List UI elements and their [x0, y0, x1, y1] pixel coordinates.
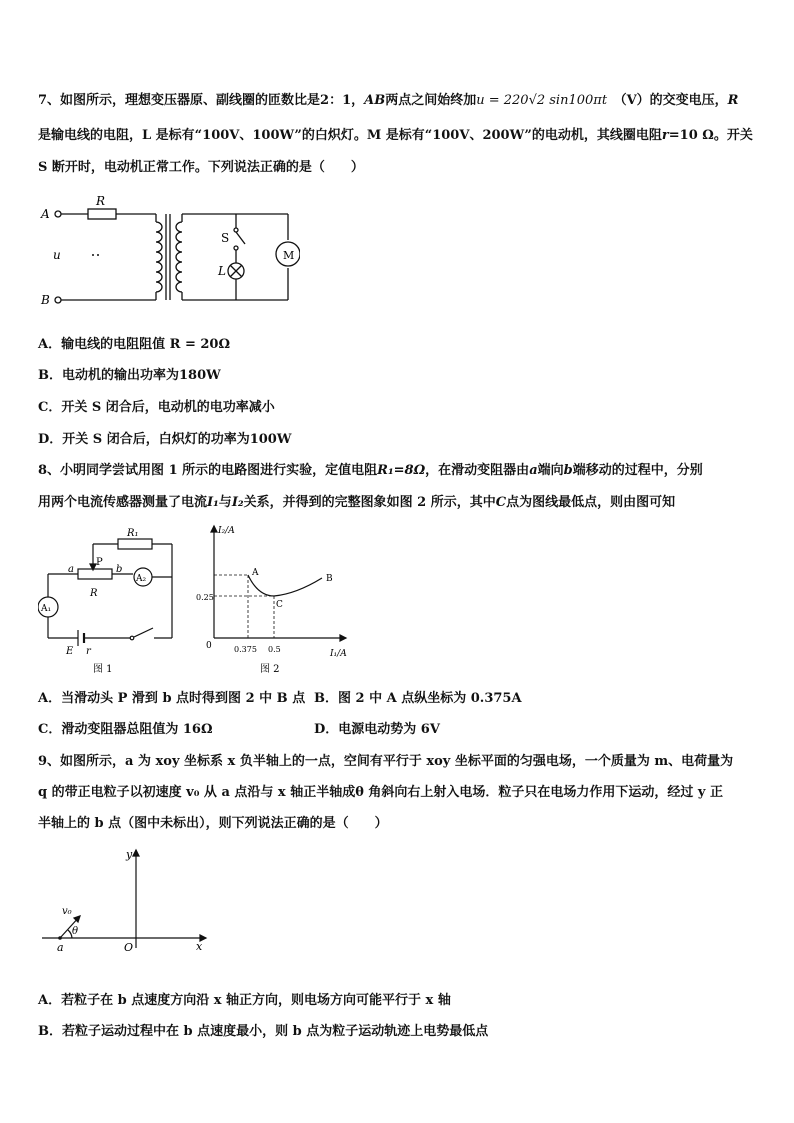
q8-option-d: D．电源电动势为 6V — [314, 722, 440, 737]
q7-ab-label: AB — [364, 93, 386, 108]
q9-label-x: x — [196, 940, 203, 953]
q8-b-label: b — [563, 463, 573, 478]
q7-text: （V）的交变电压， — [620, 93, 728, 108]
q8-fig1-label-p: P — [96, 557, 103, 568]
q8-r1-value: R₁=8Ω — [377, 463, 426, 478]
q7-label-u: u — [53, 248, 61, 262]
q8-fig2-xtick-1: 0.375 — [234, 645, 257, 654]
q7-label-a: A — [41, 207, 50, 221]
q8-fig2-point-c: C — [276, 600, 283, 610]
q9-coordinate-figure — [38, 844, 218, 954]
q8-text: ，在滑动变阻器由 — [425, 463, 530, 478]
q8-text: 8、小明同学尝试用图 1 所示的电路图进行实验，定值电阻 — [38, 463, 378, 478]
q7-label-b: B — [41, 293, 50, 307]
q9-label-y: y — [126, 848, 133, 861]
q8-fig2-ylabel: I₂/A — [218, 526, 235, 536]
q8-i2-label: I₂ — [231, 495, 244, 510]
q8-text: 点为图线最低点，则由图可知 — [506, 495, 676, 510]
q7-text: 两点之间始终加 — [385, 93, 477, 108]
q8-fig1-label-a: a — [68, 564, 74, 575]
q8-fig1-label-e: E — [66, 646, 74, 657]
q8-a-label: a — [529, 463, 538, 478]
q8-fig1-label-a1: A₁ — [41, 604, 52, 614]
q8-fig2-ytick: 0.25 — [196, 593, 214, 602]
q9-stem-line3: 半轴上的 b 点（图中未标出），则下列说法正确的是（ ） — [38, 816, 388, 831]
q9-option-a: A．若粒子在 b 点速度方向沿 x 轴正方向，则电场方向可能平行于 x 轴 — [38, 993, 451, 1008]
q8-option-b: B．图 2 中 A 点纵坐标为 0.375A — [314, 691, 522, 706]
q7-stem-line3 — [38, 156, 364, 175]
q7-text: 7、如图所示，理想变压器原、副线圈的匝数比是2：1， — [38, 93, 365, 108]
q8-option-c: C．滑动变阻器总阻值为 16Ω — [38, 722, 213, 737]
q8-fig1-label-r1: R₁ — [127, 528, 139, 539]
q7-stem-line2 — [38, 124, 753, 143]
q7-label-m: M — [283, 249, 295, 262]
q7-text: S 断开时，电动机正常工作。下列说法正确的是（ ） — [38, 160, 364, 175]
q7-option-b: B．电动机的输出功率为180W — [38, 368, 221, 383]
q8-text: 端向 — [537, 463, 564, 478]
q9-label-v0: v₀ — [62, 906, 72, 917]
q9-label-a: a — [57, 941, 64, 954]
q7-text: =10 Ω。开关 — [668, 128, 753, 143]
q9-option-b: B．若粒子运动过程中在 b 点速度最小，则 b 点为粒子运动轨迹上电势最低点 — [38, 1024, 489, 1039]
q8-fig1-label-b: b — [116, 564, 123, 575]
q8-fig2-point-b: B — [326, 574, 333, 584]
q9-label-theta: θ — [72, 926, 79, 937]
q8-stem-line1 — [38, 459, 703, 478]
q8-fig2-point-a: A — [252, 568, 259, 578]
q8-stem-line2 — [38, 491, 675, 510]
q8-fig1-label-r: R — [90, 588, 98, 599]
q8-fig2-caption: 图 2 — [260, 664, 280, 675]
q8-fig2-xtick-2: 0.5 — [268, 645, 281, 654]
q7-text: 是输电线的电阻，L 是标有“100V、100W”的白炽灯。M 是标有“100V、200W”的电动机，其线圈电阻 — [38, 128, 662, 143]
q8-fig1-label-a2: A₂ — [136, 574, 147, 584]
q8-i1-label: I₁ — [207, 495, 219, 510]
q8-text: 端移动的过程中，分别 — [572, 463, 703, 478]
q7-label-s: S — [221, 231, 230, 245]
q8-text: 用两个电流传感器测量了电流 — [38, 495, 208, 510]
q8-c-label: C — [495, 495, 507, 510]
q8-fig2-graph — [196, 518, 356, 678]
q9-label-o: O — [124, 941, 134, 954]
q7-option-c: C．开关 S 闭合后，电动机的电功率减小 — [38, 400, 275, 415]
q8-fig2-xlabel: I₁/A — [330, 649, 347, 659]
q7-transformer-circuit-figure — [38, 192, 300, 310]
q8-text: 与 — [218, 495, 232, 510]
q7-stem-line1 — [38, 89, 738, 108]
q7-option-a: A．输电线的电阻阻值 R = 20Ω — [38, 337, 231, 352]
q8-fig1-caption: 图 1 — [93, 664, 113, 675]
q8-fig1-label-r-internal: r — [86, 646, 91, 657]
q7-option-d: D．开关 S 闭合后，白炽灯的功率为100W — [38, 432, 292, 447]
q7-label-r: R — [96, 194, 106, 208]
q7-r-label: R — [727, 93, 739, 108]
q7-voltage-formula: u = 220√2 sin100πt — [476, 93, 608, 108]
q7-label-l: L — [218, 264, 226, 278]
q9-stem-line2: q 的带正电粒子以初速度 v₀ 从 a 点沿与 x 轴正半轴成θ 角斜向右上射入电场．粒子只在电场力作用下运动，经过 y 正 — [38, 785, 723, 800]
q8-option-a: A．当滑动头 P 滑到 b 点时得到图 2 中 B 点 — [38, 691, 306, 706]
q7-r-label: r — [661, 128, 669, 143]
q8-fig1-circuit — [38, 522, 188, 682]
q8-text: 关系，并得到的完整图象如图 2 所示，其中 — [243, 495, 496, 510]
q9-stem-line1: 9、如图所示，a 为 xoy 坐标系 x 负半轴上的一点，空间有平行于 xoy 坐标平面的匀强电场，一个质量为 m、电荷量为 — [38, 754, 734, 769]
q8-fig2-origin: 0 — [206, 641, 212, 651]
